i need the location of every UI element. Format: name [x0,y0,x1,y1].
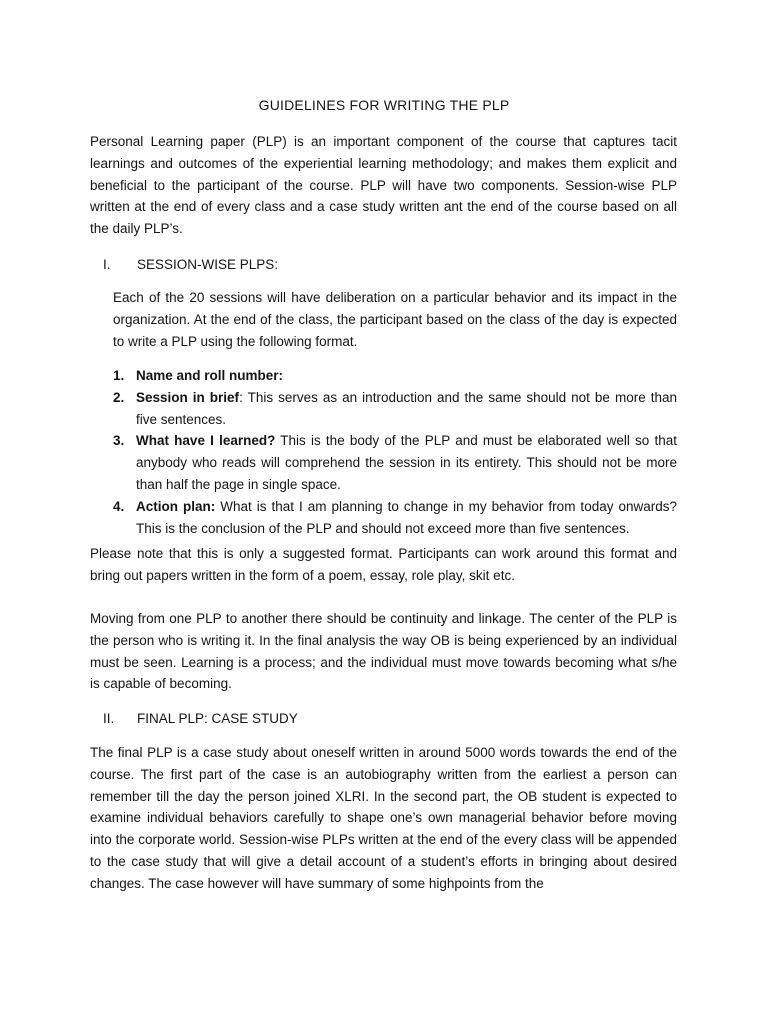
note-paragraph: Please note that this is only a suggested format. Participants can work around this format and bring out papers written in the form of a poem, essay, role play, skit etc. [90,546,677,583]
list-item-label: Name and roll number: [136,368,284,383]
list-item [113,365,677,387]
section-1-heading [103,254,278,276]
page-title: GUIDELINES FOR WRITING THE PLP [258,97,510,113]
list-item-text: What is that I am planning to change in my behavior from today onwards? This is the conclusion of the PLP and should not exceed more than five sentences. [136,498,677,536]
section-1-numeral: I. [103,257,111,272]
list-item-label: Action plan: [136,498,216,514]
list-item [113,387,677,431]
section-2-numeral: II. [103,711,115,726]
list-item-text: : This serves as an introduction and the same should not be more than five sentences. [136,389,678,427]
list-item-number: 4. [113,498,125,514]
section-2-body: The final PLP is a case study about oneself written in around 5000 words towards the end of the course. The first part of the case is an autobiography written from the earliest a person can remember till the day the person joined XLRI. In the second part, the OB student is expected to examine individual behaviors carefully to shape one’s own managerial behavior before moving into the corporate world. Session-wise PLPs written at the end of the every class will be appended to the case study that will give a detail account of a student’s efforts in bringing about desired changes. The case however will have summary of some highpoints from the [90,745,677,891]
section-2-heading [103,708,298,730]
list-item-text: This is the body of the PLP and must be elaborated well so that anybody who reads will comprehend the session in its entirety. This should not be more than half the page in single space. [136,433,677,492]
list-item-number: 1. [113,368,125,383]
format-list [113,365,677,539]
list-item-number: 2. [113,389,125,405]
continuity-paragraph: Moving from one PLP to another there should be continuity and linkage. The center of the PLP is the person who is writing it. In the final analysis the way OB is being experienced by an individual must be seen. Learning is a process; and the individual must move towards becoming what s/he is capable of becoming. [90,611,677,692]
intro-paragraph: Personal Learning paper (PLP) is an important component of the course that captures tacit learnings and outcomes of the experiential learning methodology; and makes them explicit and beneficial to the participant of the course. PLP will have two components. Session-wise PLP written at the end of every class and a case study written ant the end of the course based on all the daily PLP’s. [90,134,677,237]
list-item-label: Session in brief [136,389,240,405]
list-item-number: 3. [113,433,125,449]
section-2-heading-text: FINAL PLP: CASE STUDY [137,711,298,726]
list-item-label: What have I learned? [136,433,276,449]
section-1-body: Each of the 20 sessions will have deliberation on a particular behavior and its impact in the organization. At the end of the class, the participant based on the class of the day is expected to write a PLP using the following format. [113,290,677,349]
section-1-heading-text: SESSION-WISE PLPS: [137,257,279,272]
list-item [113,496,677,540]
list-item [113,430,677,495]
